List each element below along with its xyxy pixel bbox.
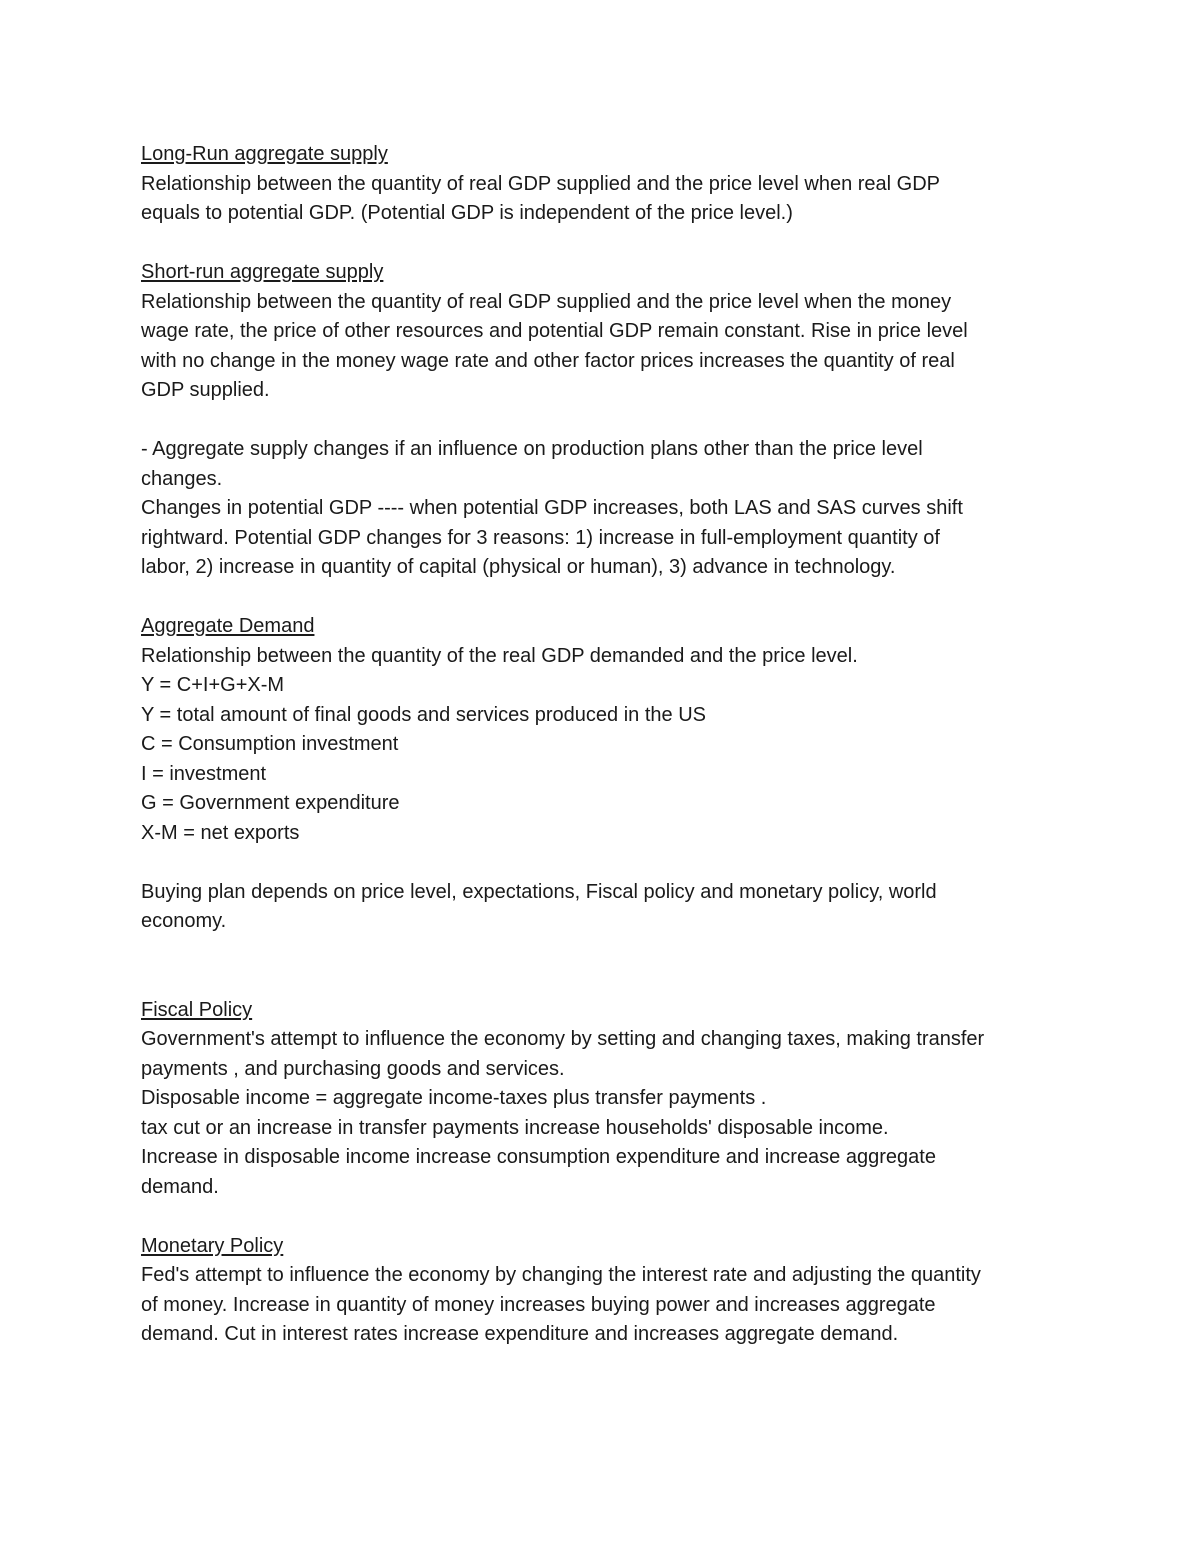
heading-fiscal-policy: Fiscal Policy — [141, 998, 253, 1021]
ad-line-7: X-M = net exports — [141, 821, 300, 844]
document-page — [141, 140, 1071, 1350]
changes-line-3: Changes in potential GDP ---- when potential GDP increases, both LAS and SAS curves shift — [141, 497, 963, 519]
ad-line-2: Y = C+I+G+X-M — [141, 674, 285, 696]
sras-line-4: GDP supplied. — [141, 379, 270, 401]
lras-line-2: equals to potential GDP. (Potential GDP is independent of the price level.) — [141, 202, 793, 224]
fiscal-line-6: demand. — [141, 1175, 219, 1198]
spacer — [141, 848, 1071, 878]
ad-line-6: G = Government expenditure — [141, 792, 400, 814]
heading-monetary-policy: Monetary Policy — [141, 1234, 284, 1257]
spacer — [141, 406, 1071, 436]
spacer — [141, 583, 1071, 613]
changes-line-2: changes. — [141, 467, 223, 490]
heading-short-run-aggregate-supply: Short-run aggregate supply — [141, 261, 384, 283]
spacer — [141, 937, 1071, 967]
monetary-line-1: Fed's attempt to influence the economy by changing the interest rate and adjusting the quantity — [141, 1264, 981, 1286]
changes-line-4: rightward. Potential GDP changes for 3 reasons: 1) increase in full-employment quantity of — [141, 526, 940, 549]
ad-line-1: Relationship between the quantity of the real GDP demanded and the price level. — [141, 644, 858, 667]
fiscal-line-2: payments , and purchasing goods and services. — [141, 1057, 565, 1080]
fiscal-line-5: Increase in disposable income increase consumption expenditure and increase aggregate — [141, 1146, 936, 1168]
lras-line-1: Relationship between the quantity of real GDP supplied and the price level when real GDP — [141, 172, 940, 195]
buying-line-1: Buying plan depends on price level, expectations, Fiscal policy and monetary policy, world — [141, 880, 937, 903]
fiscal-line-4: tax cut or an increase in transfer payments increase households' disposable income. — [141, 1116, 889, 1139]
buying-line-2: economy. — [141, 910, 227, 932]
spacer — [141, 1202, 1071, 1232]
fiscal-line-3: Disposable income = aggregate income-taxes plus transfer payments . — [141, 1087, 767, 1109]
sras-line-1: Relationship between the quantity of real GDP supplied and the price level when the money — [141, 290, 952, 313]
changes-line-5: labor, 2) increase in quantity of capital (physical or human), 3) advance in technology. — [141, 556, 896, 578]
sras-line-3: with no change in the money wage rate and other factor prices increases the quantity of real — [141, 349, 955, 372]
heading-aggregate-demand: Aggregate Demand — [141, 615, 315, 637]
monetary-line-3: demand. Cut in interest rates increase expenditure and increases aggregate demand. — [141, 1323, 899, 1345]
changes-line-1: - Aggregate supply changes if an influence on production plans other than the price level — [141, 438, 923, 460]
spacer — [141, 966, 1071, 996]
monetary-line-2: of money. Increase in quantity of money increases buying power and increases aggregate — [141, 1293, 936, 1316]
fiscal-line-1: Government's attempt to influence the economy by setting and changing taxes, making transfer — [141, 1028, 985, 1050]
ad-line-4: C = Consumption investment — [141, 733, 399, 755]
ad-line-5: I = investment — [141, 762, 267, 785]
heading-long-run-aggregate-supply: Long-Run aggregate supply — [141, 143, 388, 165]
sras-line-2: wage rate, the price of other resources and potential GDP remain constant. Rise in price level — [141, 320, 968, 342]
spacer — [141, 229, 1071, 259]
ad-line-3: Y = total amount of final goods and services produced in the US — [141, 703, 706, 726]
